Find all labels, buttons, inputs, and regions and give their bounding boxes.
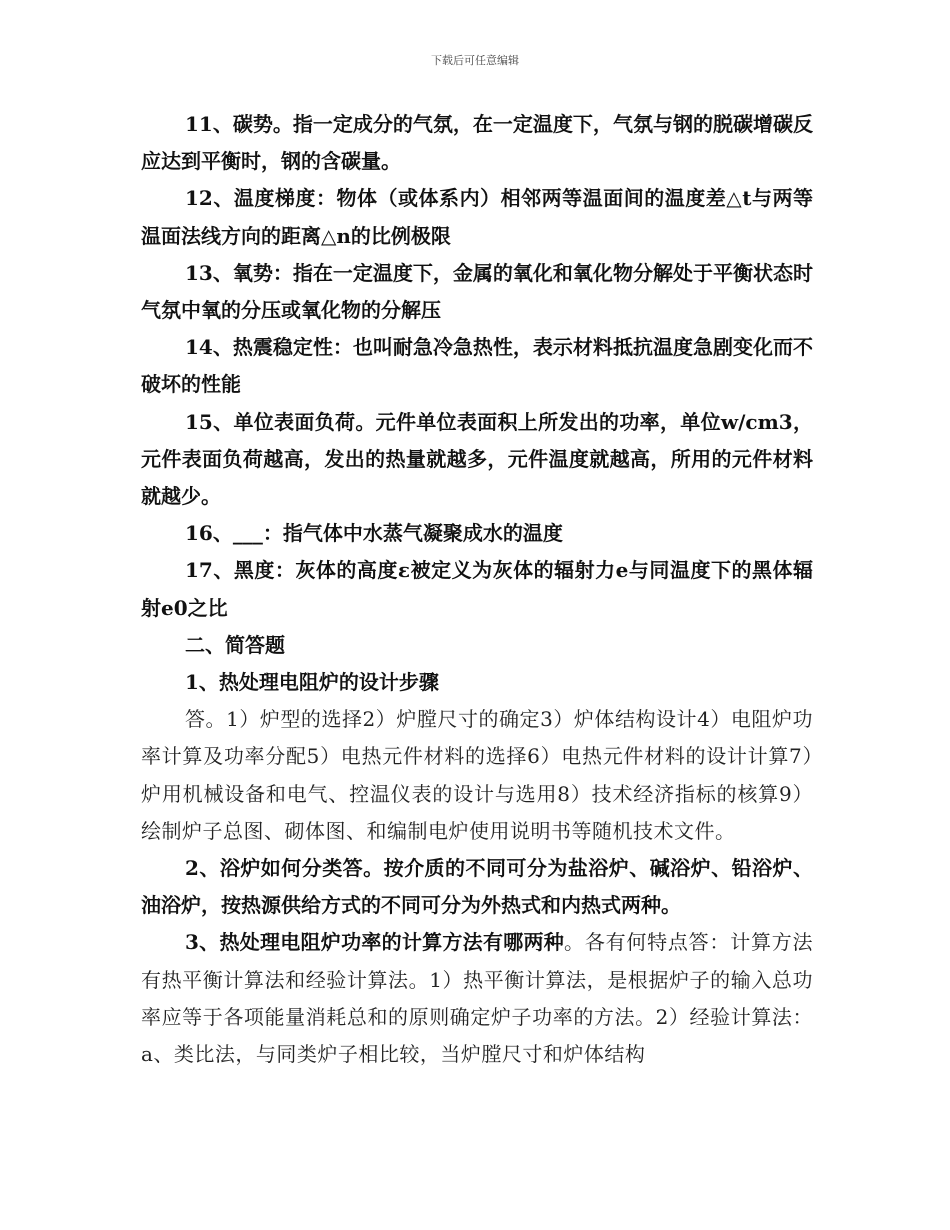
definition-16: 16、___：指气体中水蒸气凝聚成水的温度 (185, 521, 563, 546)
page-header: 下载后可任意编辑 (431, 54, 519, 67)
definition-15: 15、单位表面负荷。元件单位表面积上所发出的功率，单位w/cm3，元件表面负荷越高，发出的热量就越多，元件温度就越高，所用的元件材料就越少。 (141, 409, 813, 509)
answer-1: 答。1）炉型的选择2）炉膛尺寸的确定3）炉体结构设计4）电阻炉功率计算及功率分配5）电热元件材料的选择6）电热元件材料的设计计算7）炉用机械设备和电气、控温仪表的设计与选用8）技术经济指标的核算9）绘制炉子总图、砌体图、和编制电炉使用说明书等随机技术文件。 (141, 707, 813, 843)
definition-13: 13、氧势：指在一定温度下，金属的氧化和氧化物分解处于平衡状态时气氛中氧的分压或氧化物的分解压 (141, 260, 813, 323)
definition-11: 11、碳势。指一定成分的气氛，在一定温度下，气氛与钢的脱碳增碳反应达到平衡时，钢的含碳量。 (141, 112, 813, 174)
answer-3: 。各有何特点答：计算方法有热平衡计算法和经验计算法。1）热平衡计算法，是根据炉子的输入总功率应等于各项能量消耗总和的原则确定炉子功率的方法。2）经验计算法：a、类比法，与同类炉子相比较，当炉膛尺寸和炉体结构 (141, 930, 814, 1067)
question-3-title: 3、热处理电阻炉功率的计算方法有哪两种 (185, 930, 565, 955)
document-body (141, 106, 813, 1073)
question-2: 2、浴炉如何分类答。按介质的不同可分为盐浴炉、碱浴炉、铅浴炉、油浴炉，按热源供给方式的不同可分为外热式和内热式两种。 (141, 856, 813, 918)
question-1: 1、热处理电阻炉的设计步骤 (185, 670, 439, 695)
question-3 (141, 924, 813, 1073)
definition-14: 14、热震稳定性：也叫耐急冷急热性，表示材料抵抗温度急剧变化而不破坏的性能 (141, 335, 813, 397)
section-heading: 二、简答题 (185, 632, 285, 657)
definition-12: 12、温度梯度：物体（或体系内）相邻两等温面间的温度差△t与两等温面法线方向的距离△n的比例极限 (141, 186, 813, 248)
definition-17: 17、黑度：灰体的高度ε被定义为灰体的辐射力e与同温度下的黑体辐射e0之比 (141, 558, 813, 620)
